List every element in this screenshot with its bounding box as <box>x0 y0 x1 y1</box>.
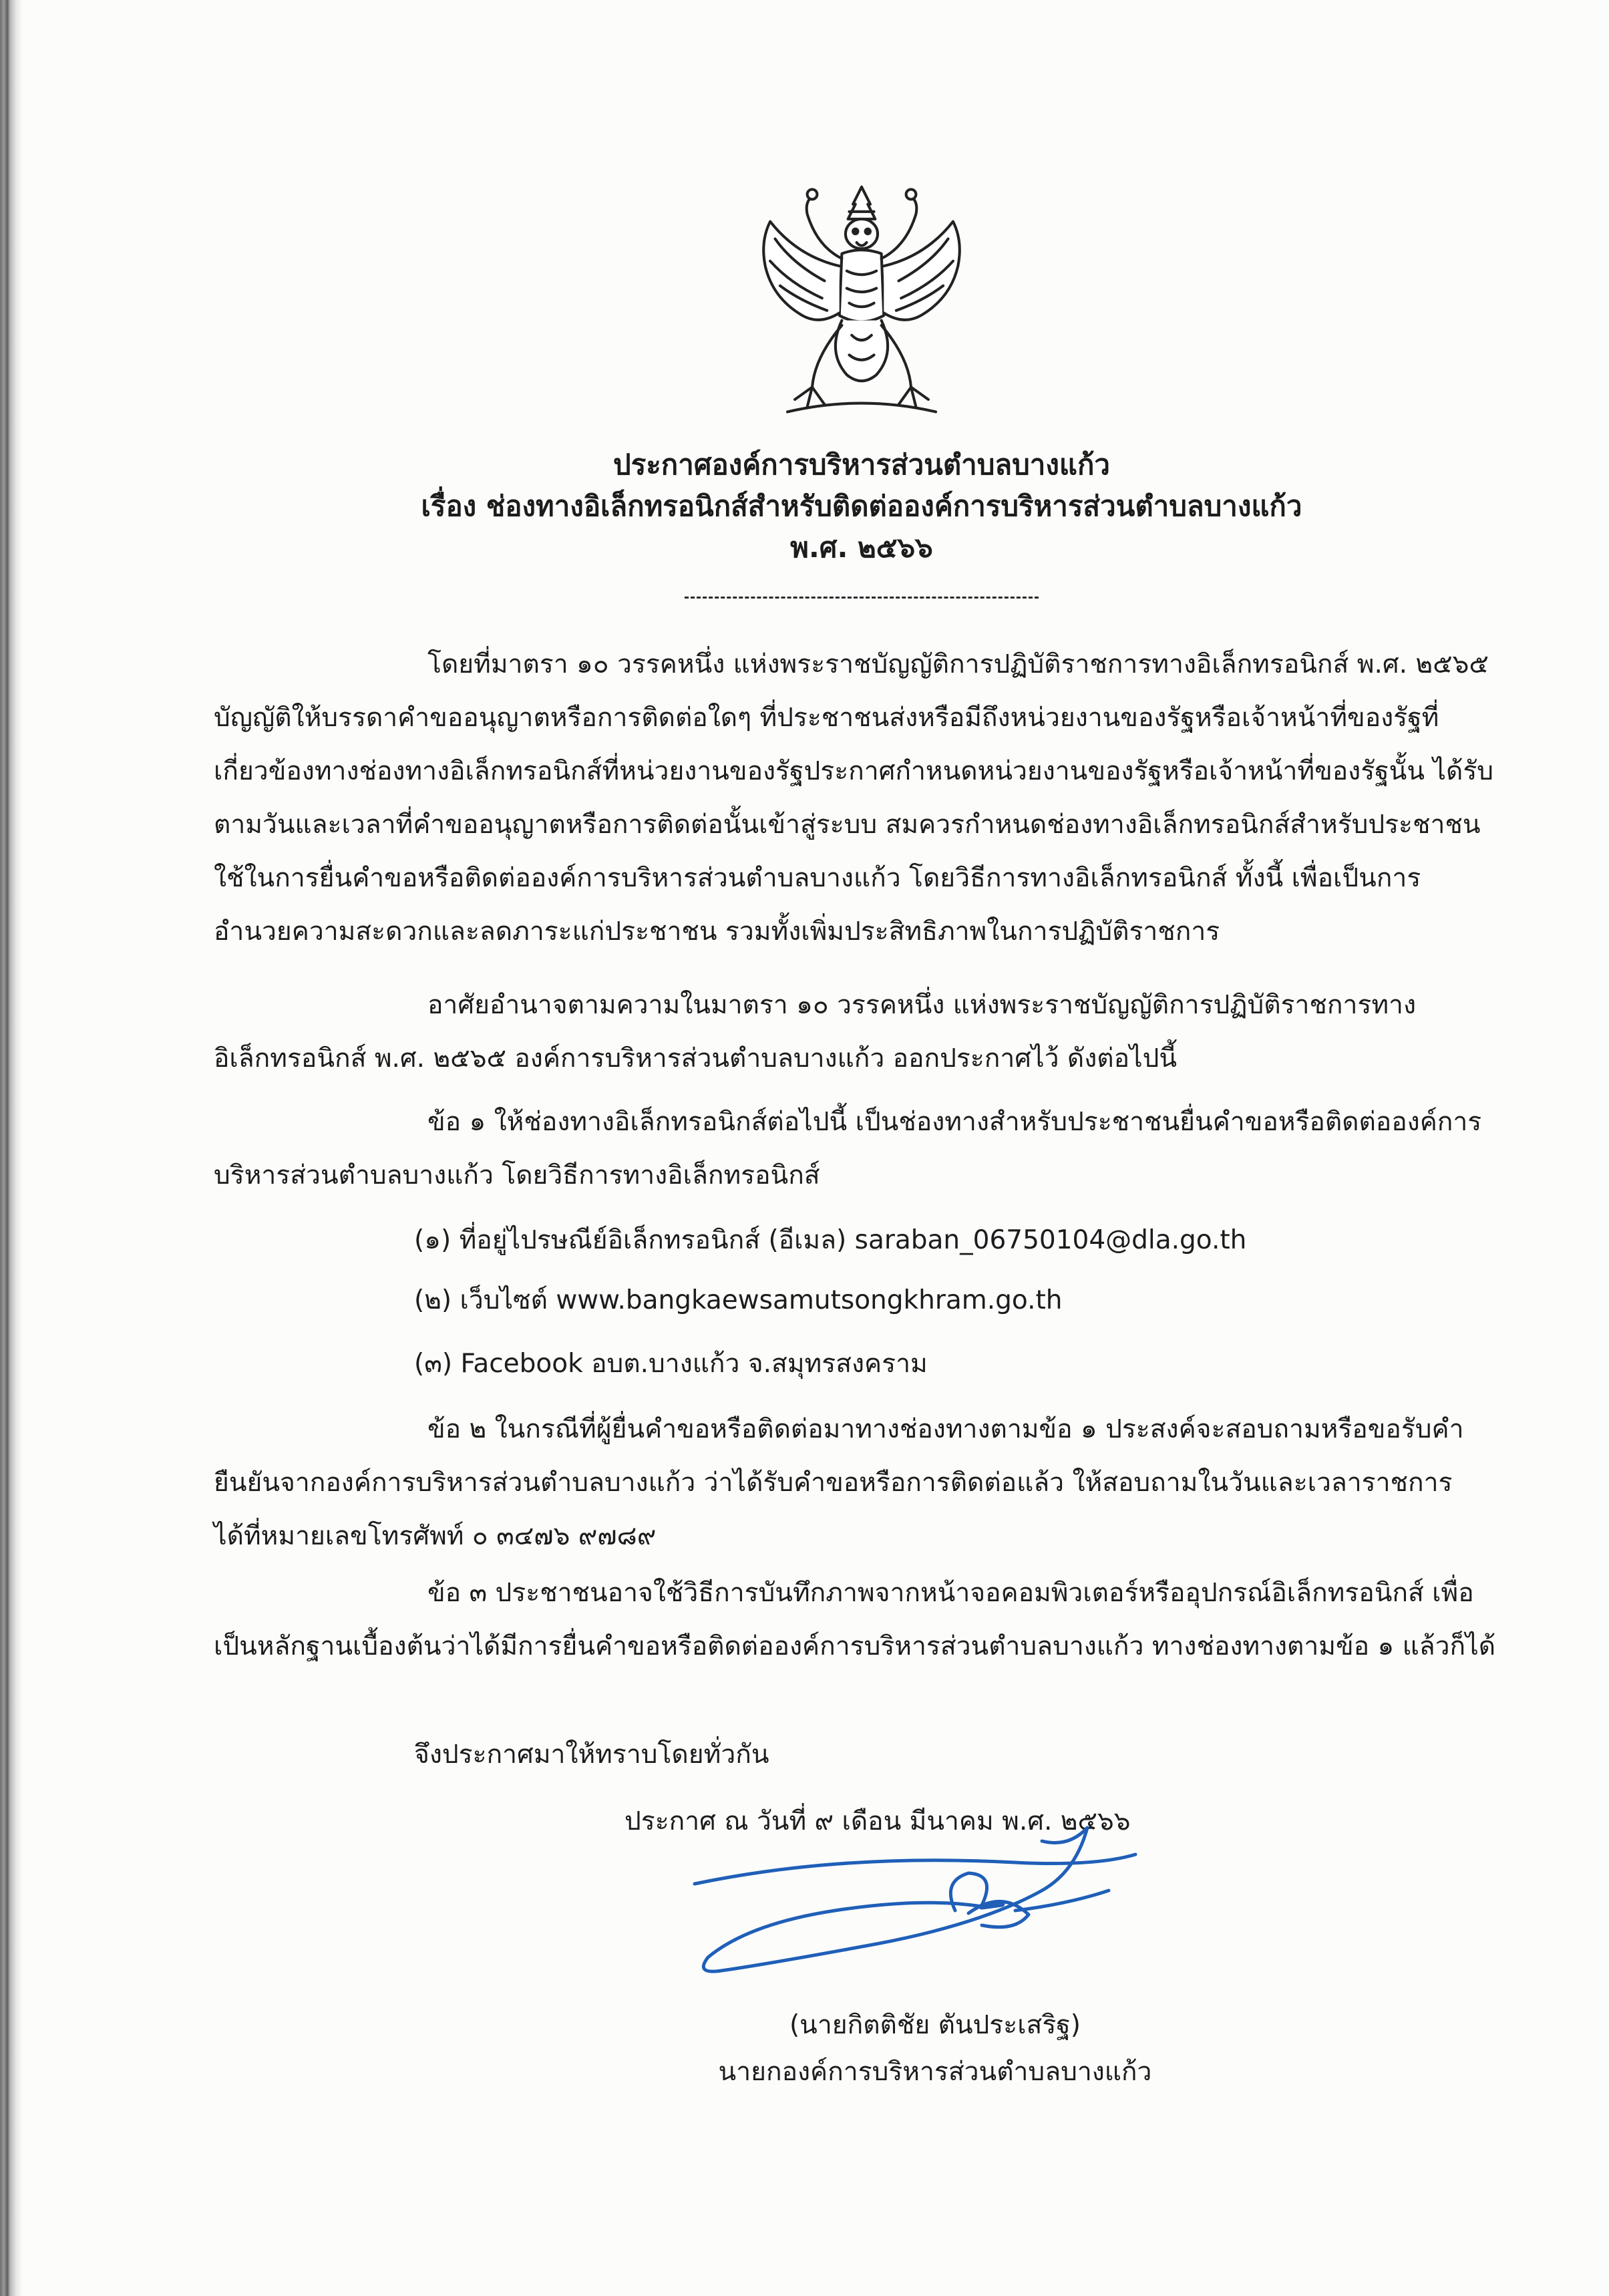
signature <box>668 1810 1216 1991</box>
channel-email-item: (๑) ที่อยู่ไปรษณีย์อิเล็กทรอนิกส์ (อีเมล) saraban_06750104@dla.go.th <box>414 1225 1247 1255</box>
garuda-emblem-icon <box>738 177 985 424</box>
title-divider <box>685 597 1039 599</box>
channel-facebook-item: (๓) Facebook อบต.บางแก้ว จ.สมุทรสงคราม <box>414 1349 928 1379</box>
binding-strip <box>0 0 23 2296</box>
preamble-paragraph: โดยที่มาตรา ๑๐ วรรคหนึ่ง แห่งพระราชบัญญัติการปฏิบัติราชการทางอิเล็กทรอนิกส์ พ.ศ. ๒๕๖๕ บัญญัติให้บรรดาคำขออนุญาตหรือการติดต่อใดๆ ที่ประชาชนส่งหรือมีถึงหน่วยงานของรัฐหรือเจ้าหน้าที่ของรัฐที่เกี่ยวข้องทางช่องทางอิเล็กทรอนิกส์ที่หน่วยงานของรัฐประกาศกำหนดหน่วยงานของรัฐหรือเจ้าหน้าที่ของรัฐนั้น ได้รับตามวันและเวลาที่คำขออนุญาตหรือการติดต่อนั้นเข้าสู่ระบบ สมควรกำหนดช่องทางอิเล็กทรอนิกส์สำหรับประชาชนใช้ในการยื่นคำขอหรือติดต่อองค์การบริหารส่วนตำบลบางแก้ว โดยวิธีการทางอิเล็กทรอนิกส์ ทั้งนี้ เพื่อเป็นการอำนวยความสะดวกและลดภาระแก่ประชาชน รวมทั้งเพิ่มประสิทธิภาพในการปฏิบัติราชการ <box>214 649 1494 947</box>
signer-title: นายกองค์การบริหารส่วนตำบลบางแก้ว <box>718 2057 1152 2087</box>
clause-3-paragraph: ข้อ ๓ ประชาชนอาจใช้วิธีการบันทึกภาพจากหน้าจอคอมพิวเตอร์หรืออุปกรณ์อิเล็กทรอนิกส์ เพื่อเป็นหลักฐานเบื้องต้นว่าได้มีการยื่นคำขอหรือติดต่อองค์การบริหารส่วนตำบลบางแก้ว ทางช่องทางตามข้อ ๑ แล้วก็ได้ <box>214 1578 1496 1661</box>
clause-2-paragraph: ข้อ ๒ ในกรณีที่ผู้ยื่นคำขอหรือติดต่อมาทางช่องทางตามข้อ ๑ ประสงค์จะสอบถามหรือขอรับคำยืนยันจากองค์การบริหารส่วนตำบลบางแก้ว ว่าได้รับคำขอหรือการติดต่อแล้ว ให้สอบถามในวันและเวลาราชการได้ที่หมายเลขโทรศัพท์ ๐ ๓๔๗๖ ๙๗๘๙ <box>214 1414 1464 1551</box>
clause-1-paragraph: ข้อ ๑ ให้ช่องทางอิเล็กทรอนิกส์ต่อไปนี้ เป็นช่องทางสำหรับประชาชนยื่นคำขอหรือติดต่อองค์การบริหารส่วนตำบลบางแก้ว โดยวิธีการทางอิเล็กทรอนิกส์ <box>214 1107 1482 1190</box>
announcement-title: ประกาศองค์การบริหารส่วนตำบลบางแก้ว <box>613 448 1110 481</box>
signer-name: (นายกิตติชัย ตันประเสริฐ) <box>789 2010 1081 2040</box>
announcement-subject: เรื่อง ช่องทางอิเล็กทรอนิกส์สำหรับติดต่อองค์การบริหารส่วนตำบลบางแก้ว <box>421 490 1302 522</box>
closing-statement: จึงประกาศมาให้ทราบโดยทั่วกัน <box>414 1740 769 1770</box>
announcement-year: พ.ศ. ๒๕๖๖ <box>790 531 933 564</box>
title-block <box>200 444 1523 568</box>
authority-paragraph: อาศัยอำนาจตามความในมาตรา ๑๐ วรรคหนึ่ง แห่งพระราชบัญญัติการปฏิบัติราชการทางอิเล็กทรอนิกส์ พ.ศ. ๒๕๖๕ องค์การบริหารส่วนตำบลบางแก้ว ออกประกาศไว้ ดังต่อไปนี้ <box>214 990 1416 1074</box>
channel-website-item: (๒) เว็บไซต์ www.bangkaewsamutsongkhram.go.th <box>414 1285 1063 1315</box>
announcement-date: ประกาศ ณ วันที่ ๙ เดือน มีนาคม พ.ศ. ๒๕๖๖ <box>624 1806 1131 1836</box>
